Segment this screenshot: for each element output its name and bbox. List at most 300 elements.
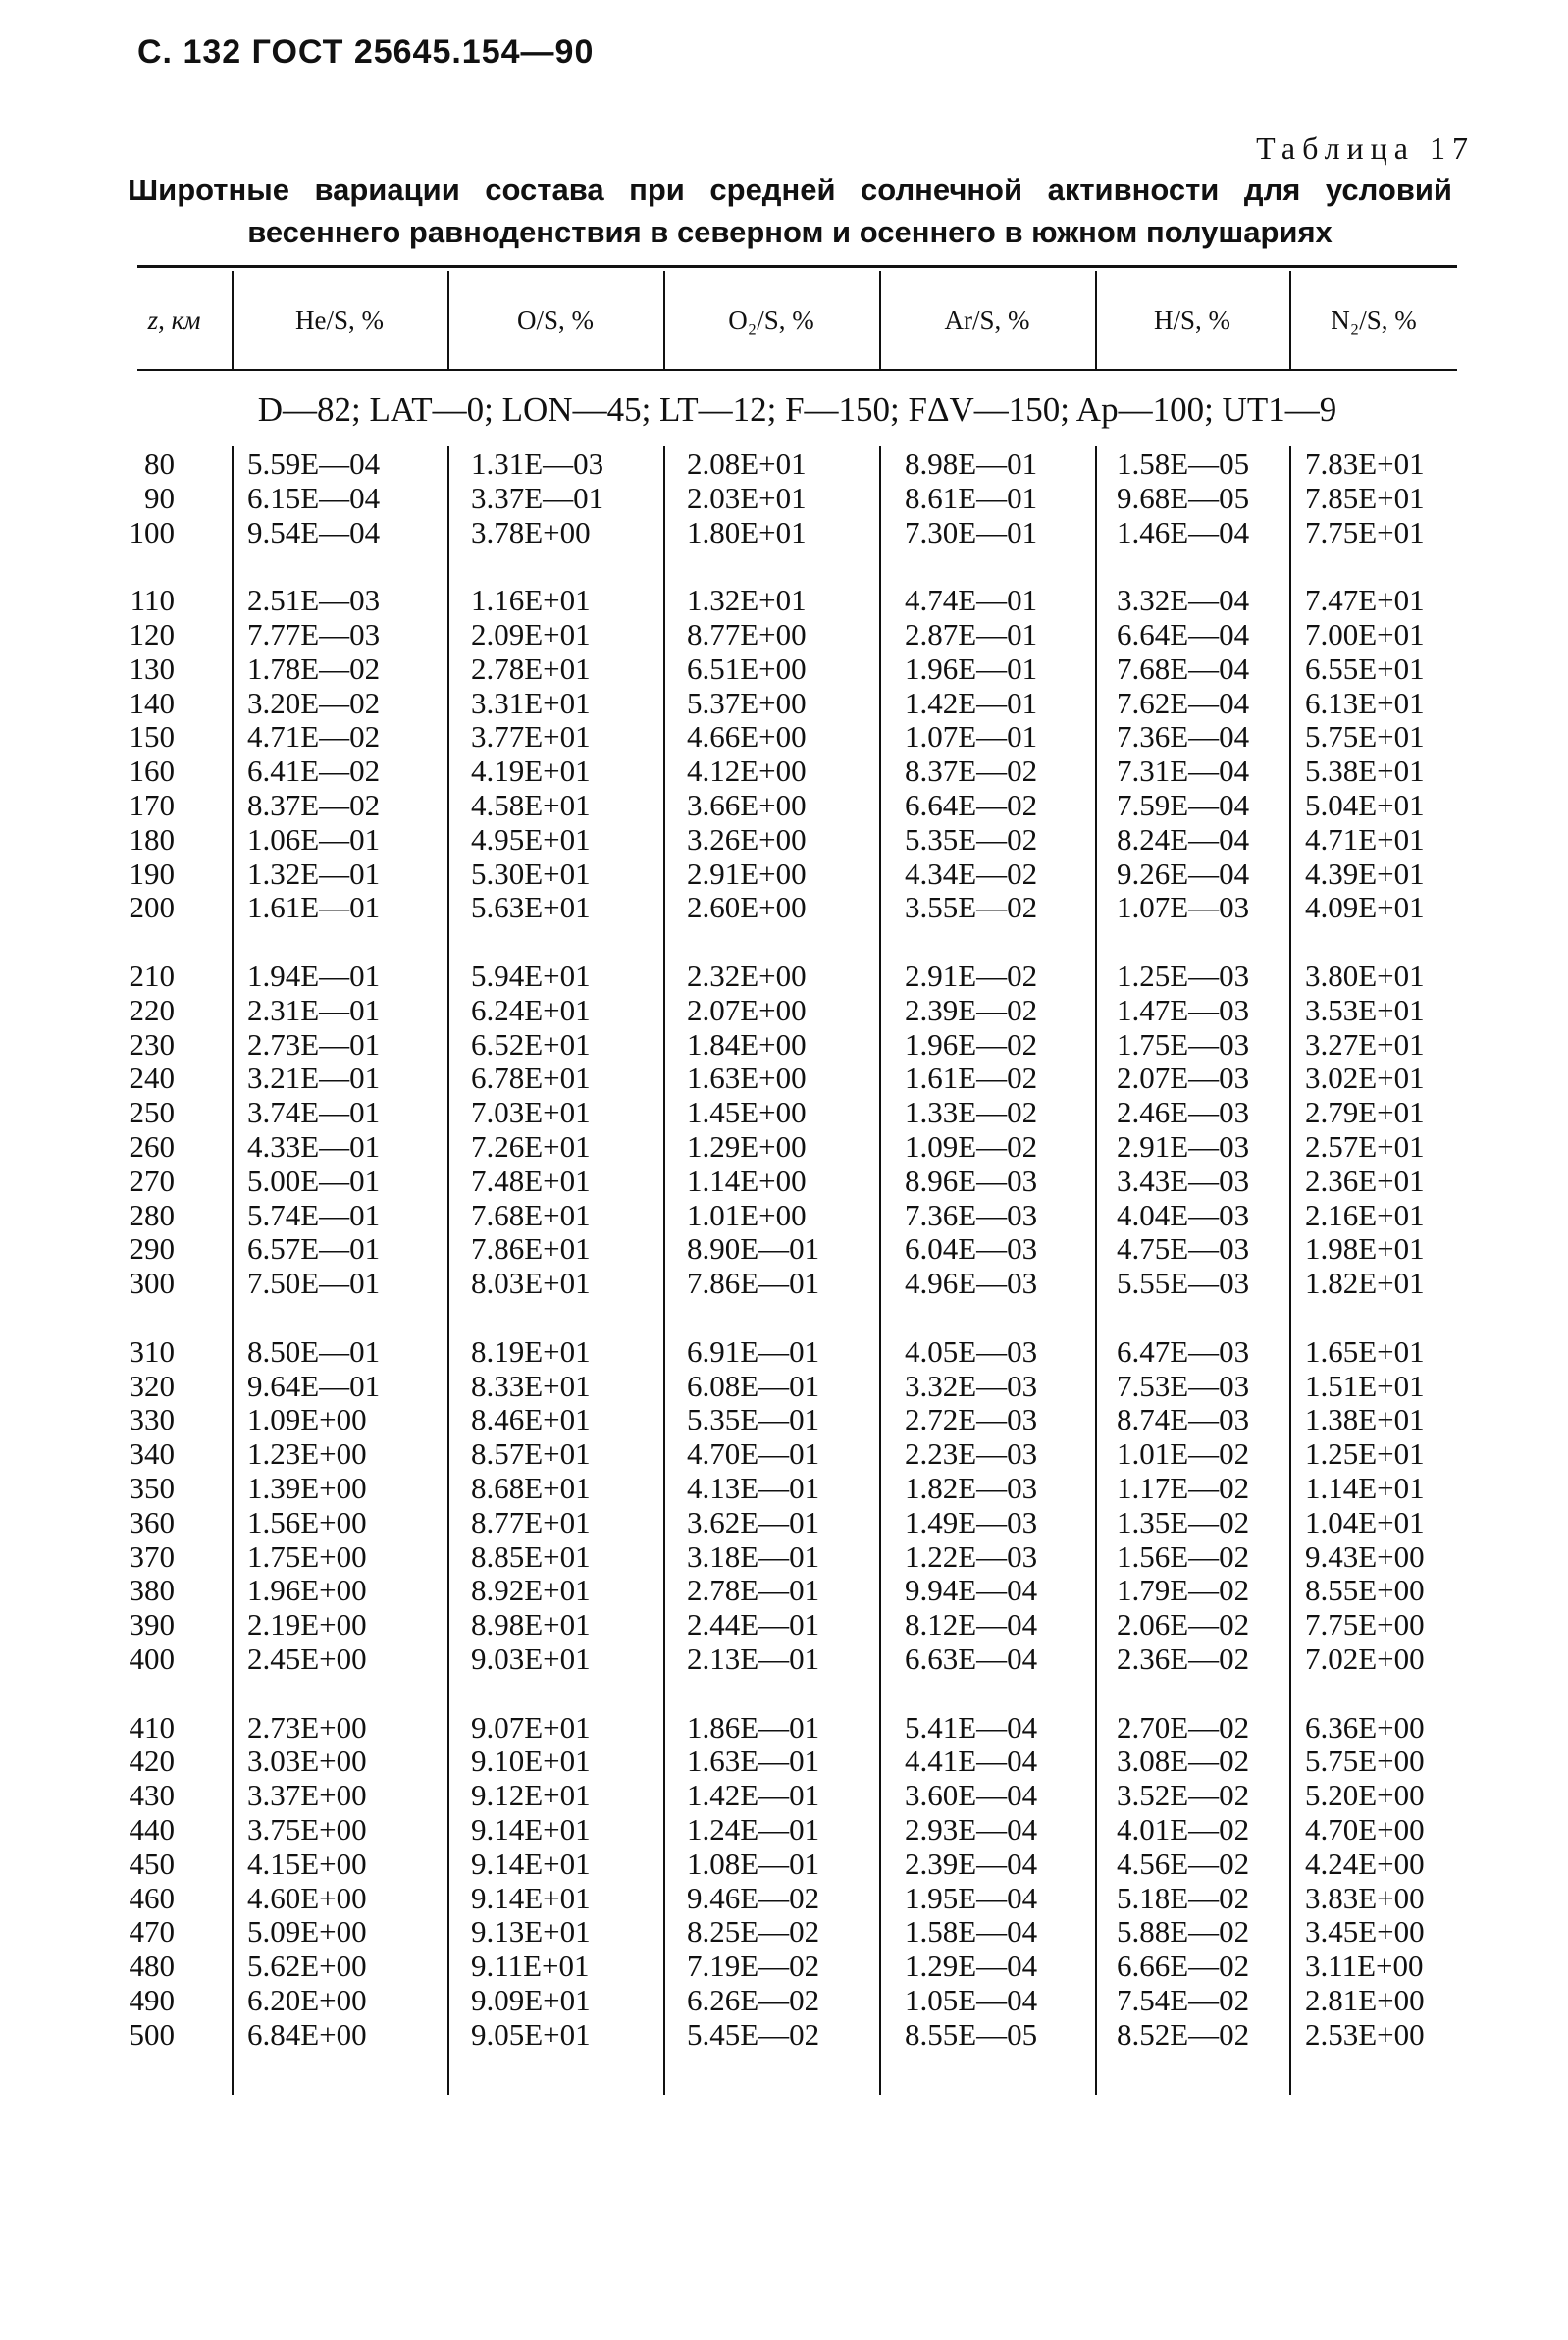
value-cell: 5.18E—02 xyxy=(1117,1880,1250,1915)
header-divider xyxy=(879,271,881,369)
value-cell: 5.62E+00 xyxy=(247,1949,367,1984)
value-cell: 8.33E+01 xyxy=(471,1368,591,1403)
header-divider xyxy=(1289,271,1291,369)
table-row xyxy=(0,1914,1568,1949)
table-row xyxy=(0,959,1568,993)
table-row xyxy=(0,890,1568,924)
value-cell: 2.07E—03 xyxy=(1117,1061,1250,1096)
value-cell: 3.32E—04 xyxy=(1117,583,1250,618)
value-cell: 3.80E+01 xyxy=(1305,959,1425,993)
value-cell: 7.68E+01 xyxy=(471,1197,591,1232)
value-cell: 1.14E+00 xyxy=(687,1163,807,1198)
column-header-n2: N₂/S, % xyxy=(1331,304,1417,335)
value-cell: 7.36E—04 xyxy=(1117,719,1250,754)
value-cell: 4.01E—02 xyxy=(1117,1812,1250,1846)
value-cell: 3.27E+01 xyxy=(1305,1026,1425,1062)
value-cell: 4.04E—03 xyxy=(1117,1197,1250,1232)
value-cell: 8.74E—03 xyxy=(1117,1402,1250,1437)
altitude-cell: 120 xyxy=(129,617,175,651)
value-cell: 1.46E—04 xyxy=(1117,514,1250,549)
altitude-cell: 200 xyxy=(129,890,175,925)
value-cell: 1.82E+01 xyxy=(1305,1266,1425,1301)
value-cell: 3.37E—01 xyxy=(471,480,604,515)
value-cell: 2.70E—02 xyxy=(1117,1709,1250,1744)
table-row xyxy=(0,1743,1568,1778)
table-row xyxy=(0,686,1568,720)
altitude-cell: 320 xyxy=(129,1368,175,1403)
value-cell: 7.02E+00 xyxy=(1305,1641,1425,1676)
value-cell: 5.00E—01 xyxy=(247,1163,381,1198)
value-cell: 7.86E—01 xyxy=(687,1266,820,1301)
table-row xyxy=(0,1505,1568,1539)
value-cell: 1.06E—01 xyxy=(247,821,381,857)
value-cell: 1.79E—02 xyxy=(1117,1573,1250,1608)
value-cell: 2.73E—01 xyxy=(247,1026,381,1062)
value-cell: 5.04E+01 xyxy=(1305,788,1425,822)
value-cell: 1.75E+00 xyxy=(247,1538,367,1574)
altitude-cell: 370 xyxy=(129,1538,175,1574)
altitude-cell: 430 xyxy=(129,1778,175,1813)
value-cell: 4.60E+00 xyxy=(247,1880,367,1915)
value-cell: 4.34E—02 xyxy=(905,856,1038,891)
value-cell: 1.58E—05 xyxy=(1117,446,1250,481)
value-cell: 1.08E—01 xyxy=(687,1846,820,1881)
table-row xyxy=(0,1266,1568,1300)
value-cell: 2.39E—02 xyxy=(905,992,1038,1027)
altitude-cell: 160 xyxy=(129,754,175,789)
value-cell: 4.74E—01 xyxy=(905,583,1038,618)
table-row xyxy=(0,1812,1568,1846)
value-cell: 1.22E—03 xyxy=(905,1538,1038,1574)
value-cell: 8.98E+01 xyxy=(471,1607,591,1642)
value-cell: 1.49E—03 xyxy=(905,1504,1038,1539)
value-cell: 3.37E+00 xyxy=(247,1778,367,1813)
value-cell: 9.14E+01 xyxy=(471,1812,591,1846)
table-row xyxy=(0,1983,1568,2017)
value-cell: 1.84E+00 xyxy=(687,1026,807,1062)
value-cell: 7.62E—04 xyxy=(1117,685,1250,720)
value-cell: 6.57E—01 xyxy=(247,1231,381,1267)
value-cell: 7.19E—02 xyxy=(687,1949,820,1984)
value-cell: 1.09E+00 xyxy=(247,1402,367,1437)
value-cell: 2.36E+01 xyxy=(1305,1163,1425,1198)
value-cell: 3.02E+01 xyxy=(1305,1061,1425,1096)
value-cell: 8.46E+01 xyxy=(471,1402,591,1437)
value-cell: 8.96E—03 xyxy=(905,1163,1038,1198)
altitude-cell: 80 xyxy=(144,446,175,481)
table-row xyxy=(0,857,1568,891)
value-cell: 2.91E—03 xyxy=(1117,1129,1250,1164)
altitude-cell: 130 xyxy=(129,650,175,686)
table-row xyxy=(0,1334,1568,1369)
altitude-cell: 440 xyxy=(129,1812,175,1846)
value-cell: 4.58E+01 xyxy=(471,788,591,822)
value-cell: 9.12E+01 xyxy=(471,1778,591,1813)
value-cell: 1.96E—01 xyxy=(905,650,1038,686)
table-row xyxy=(0,1164,1568,1198)
value-cell: 1.86E—01 xyxy=(687,1709,820,1744)
value-cell: 1.94E—01 xyxy=(247,959,381,993)
value-cell: 1.05E—04 xyxy=(905,1983,1038,2017)
altitude-cell: 330 xyxy=(129,1402,175,1437)
value-cell: 8.98E—01 xyxy=(905,446,1038,481)
value-cell: 4.24E+00 xyxy=(1305,1846,1425,1881)
altitude-cell: 240 xyxy=(129,1061,175,1096)
value-cell: 1.78E—02 xyxy=(247,650,381,686)
value-cell: 5.35E—02 xyxy=(905,821,1038,857)
table-row xyxy=(0,993,1568,1027)
table-row xyxy=(0,446,1568,481)
value-cell: 3.43E—03 xyxy=(1117,1163,1250,1198)
header-divider xyxy=(232,271,234,369)
value-cell: 7.75E+01 xyxy=(1305,514,1425,549)
table-row xyxy=(0,1231,1568,1266)
value-cell: 5.41E—04 xyxy=(905,1709,1038,1744)
value-cell: 8.90E—01 xyxy=(687,1231,820,1267)
value-cell: 8.57E+01 xyxy=(471,1436,591,1472)
table-row xyxy=(0,1095,1568,1129)
value-cell: 2.87E—01 xyxy=(905,617,1038,651)
value-cell: 3.21E—01 xyxy=(247,1061,381,1096)
value-cell: 9.10E+01 xyxy=(471,1743,591,1779)
value-cell: 1.56E+00 xyxy=(247,1504,367,1539)
altitude-cell: 350 xyxy=(129,1471,175,1505)
value-cell: 1.07E—03 xyxy=(1117,890,1250,925)
value-cell: 5.45E—02 xyxy=(687,2016,820,2052)
altitude-cell: 100 xyxy=(129,514,175,549)
value-cell: 1.29E+00 xyxy=(687,1129,807,1164)
value-cell: 1.25E—03 xyxy=(1117,959,1250,993)
value-cell: 7.36E—03 xyxy=(905,1197,1038,1232)
altitude-cell: 420 xyxy=(129,1743,175,1779)
value-cell: 1.16E+01 xyxy=(471,583,591,618)
altitude-cell: 110 xyxy=(130,583,175,618)
value-cell: 8.50E—01 xyxy=(247,1333,381,1369)
value-cell: 9.64E—01 xyxy=(247,1368,381,1403)
value-cell: 2.07E+00 xyxy=(687,992,807,1027)
value-cell: 1.31E—03 xyxy=(471,446,604,481)
altitude-cell: 380 xyxy=(129,1573,175,1608)
value-cell: 3.52E—02 xyxy=(1117,1778,1250,1813)
value-cell: 8.25E—02 xyxy=(687,1914,820,1950)
value-cell: 2.93E—04 xyxy=(905,1812,1038,1846)
value-cell: 7.48E+01 xyxy=(471,1163,591,1198)
parameters-row: D—82; LAT—0; LON—45; LT—12; F—150; FΔV—150; Ap—100; UT1—9 xyxy=(257,390,1337,429)
value-cell: 2.53E+00 xyxy=(1305,2016,1425,2052)
value-cell: 4.15E+00 xyxy=(247,1846,367,1881)
value-cell: 5.74E—01 xyxy=(247,1197,381,1232)
value-cell: 2.46E—03 xyxy=(1117,1095,1250,1130)
value-cell: 7.50E—01 xyxy=(247,1266,381,1301)
value-cell: 7.00E+01 xyxy=(1305,617,1425,651)
table-row xyxy=(0,1471,1568,1505)
table-row xyxy=(0,2017,1568,2052)
value-cell: 1.75E—03 xyxy=(1117,1026,1250,1062)
altitude-cell: 280 xyxy=(129,1197,175,1232)
value-cell: 2.36E—02 xyxy=(1117,1641,1250,1676)
value-cell: 6.91E—01 xyxy=(687,1333,820,1369)
altitude-cell: 450 xyxy=(129,1846,175,1881)
altitude-cell: 500 xyxy=(129,2016,175,2052)
value-cell: 4.19E+01 xyxy=(471,754,591,789)
altitude-cell: 480 xyxy=(129,1949,175,1984)
value-cell: 1.58E—04 xyxy=(905,1914,1038,1950)
value-cell: 2.06E—02 xyxy=(1117,1607,1250,1642)
value-cell: 6.52E+01 xyxy=(471,1026,591,1062)
value-cell: 2.57E+01 xyxy=(1305,1129,1425,1164)
table-row xyxy=(0,481,1568,515)
table-label: Таблица 17 xyxy=(1256,130,1475,166)
value-cell: 6.26E—02 xyxy=(687,1983,820,2017)
table-row xyxy=(0,583,1568,617)
altitude-cell: 460 xyxy=(129,1880,175,1915)
value-cell: 2.13E—01 xyxy=(687,1641,820,1676)
value-cell: 7.77E—03 xyxy=(247,617,381,651)
value-cell: 2.31E—01 xyxy=(247,992,381,1027)
value-cell: 9.09E+01 xyxy=(471,1983,591,2017)
altitude-cell: 140 xyxy=(129,685,175,720)
value-cell: 9.07E+01 xyxy=(471,1709,591,1744)
table-row xyxy=(0,651,1568,686)
table-row xyxy=(0,1369,1568,1403)
value-cell: 3.60E—04 xyxy=(905,1778,1038,1813)
value-cell: 6.55E+01 xyxy=(1305,650,1425,686)
value-cell: 9.68E—05 xyxy=(1117,480,1250,515)
value-cell: 6.78E+01 xyxy=(471,1061,591,1096)
value-cell: 1.95E—04 xyxy=(905,1880,1038,1915)
altitude-cell: 470 xyxy=(129,1914,175,1950)
value-cell: 1.96E+00 xyxy=(247,1573,367,1608)
altitude-cell: 300 xyxy=(129,1266,175,1301)
value-cell: 6.20E+00 xyxy=(247,1983,367,2017)
table-header-rule xyxy=(137,369,1457,371)
altitude-cell: 360 xyxy=(129,1504,175,1539)
value-cell: 3.08E—02 xyxy=(1117,1743,1250,1779)
value-cell: 1.47E—03 xyxy=(1117,992,1250,1027)
column-header-o2: O₂/S, % xyxy=(728,304,814,335)
value-cell: 8.12E—04 xyxy=(905,1607,1038,1642)
value-cell: 1.38E+01 xyxy=(1305,1402,1425,1437)
value-cell: 7.54E—02 xyxy=(1117,1983,1250,2017)
value-cell: 3.78E+00 xyxy=(471,514,591,549)
value-cell: 5.35E—01 xyxy=(687,1402,820,1437)
value-cell: 6.66E—02 xyxy=(1117,1949,1250,1984)
value-cell: 4.33E—01 xyxy=(247,1129,381,1164)
value-cell: 2.23E—03 xyxy=(905,1436,1038,1472)
header-divider xyxy=(447,271,449,369)
page-header: С. 132 ГОСТ 25645.154—90 xyxy=(137,33,595,71)
table-row xyxy=(0,1129,1568,1164)
value-cell: 1.14E+01 xyxy=(1305,1471,1425,1505)
value-cell: 7.86E+01 xyxy=(471,1231,591,1267)
value-cell: 5.75E+01 xyxy=(1305,719,1425,754)
value-cell: 9.11E+01 xyxy=(471,1949,590,1984)
value-cell: 1.01E+00 xyxy=(687,1197,807,1232)
value-cell: 1.63E+00 xyxy=(687,1061,807,1096)
value-cell: 1.32E—01 xyxy=(247,856,381,891)
value-cell: 2.78E—01 xyxy=(687,1573,820,1608)
value-cell: 6.04E—03 xyxy=(905,1231,1038,1267)
value-cell: 8.68E+01 xyxy=(471,1471,591,1505)
header-divider xyxy=(663,271,665,369)
value-cell: 1.39E+00 xyxy=(247,1471,367,1505)
value-cell: 5.63E+01 xyxy=(471,890,591,925)
value-cell: 6.36E+00 xyxy=(1305,1709,1425,1744)
altitude-cell: 250 xyxy=(129,1095,175,1130)
value-cell: 1.42E—01 xyxy=(687,1778,820,1813)
value-cell: 8.92E+01 xyxy=(471,1573,591,1608)
value-cell: 7.59E—04 xyxy=(1117,788,1250,822)
column-header-ar: Ar/S, % xyxy=(944,304,1030,335)
value-cell: 2.08E+01 xyxy=(687,446,807,481)
value-cell: 9.14E+01 xyxy=(471,1880,591,1915)
value-cell: 2.03E+01 xyxy=(687,480,807,515)
value-cell: 4.75E—03 xyxy=(1117,1231,1250,1267)
value-cell: 8.61E—01 xyxy=(905,480,1038,515)
altitude-cell: 220 xyxy=(129,992,175,1027)
value-cell: 6.24E+01 xyxy=(471,992,591,1027)
column-header-he: He/S, % xyxy=(295,304,384,335)
value-cell: 4.96E—03 xyxy=(905,1266,1038,1301)
column-header-o: O/S, % xyxy=(516,304,594,335)
value-cell: 3.74E—01 xyxy=(247,1095,381,1130)
table-top-rule xyxy=(137,265,1457,268)
value-cell: 3.03E+00 xyxy=(247,1743,367,1779)
value-cell: 5.37E+00 xyxy=(687,685,807,720)
value-cell: 1.04E+01 xyxy=(1305,1504,1425,1539)
value-cell: 9.05E+01 xyxy=(471,2016,591,2052)
value-cell: 7.83E+01 xyxy=(1305,446,1425,481)
value-cell: 8.55E+00 xyxy=(1305,1573,1425,1608)
value-cell: 9.13E+01 xyxy=(471,1914,591,1950)
table-row xyxy=(0,1539,1568,1574)
value-cell: 3.20E—02 xyxy=(247,685,381,720)
value-cell: 9.14E+01 xyxy=(471,1846,591,1881)
altitude-cell: 390 xyxy=(129,1607,175,1642)
value-cell: 8.77E+01 xyxy=(471,1504,591,1539)
table-title-line-1: Широтные вариации состава при средней солнечной активности для условий xyxy=(128,173,1452,207)
table-row xyxy=(0,1641,1568,1676)
value-cell: 7.85E+01 xyxy=(1305,480,1425,515)
value-cell: 6.63E—04 xyxy=(905,1641,1038,1676)
value-cell: 2.51E—03 xyxy=(247,583,381,618)
table-row xyxy=(0,515,1568,549)
value-cell: 1.32E+01 xyxy=(687,583,807,618)
value-cell: 3.32E—03 xyxy=(905,1368,1038,1403)
value-cell: 7.75E+00 xyxy=(1305,1607,1425,1642)
value-cell: 1.98E+01 xyxy=(1305,1231,1425,1267)
value-cell: 3.18E—01 xyxy=(687,1538,820,1574)
value-cell: 6.41E—02 xyxy=(247,754,381,789)
value-cell: 8.37E—02 xyxy=(247,788,381,822)
table-row xyxy=(0,754,1568,788)
altitude-cell: 290 xyxy=(129,1231,175,1267)
value-cell: 5.88E—02 xyxy=(1117,1914,1250,1950)
value-cell: 7.03E+01 xyxy=(471,1095,591,1130)
value-cell: 6.64E—04 xyxy=(1117,617,1250,651)
value-cell: 9.26E—04 xyxy=(1117,856,1250,891)
value-cell: 8.85E+01 xyxy=(471,1538,591,1574)
value-cell: 2.09E+01 xyxy=(471,617,591,651)
value-cell: 7.47E+01 xyxy=(1305,583,1425,618)
altitude-cell: 190 xyxy=(129,856,175,891)
table-title-line-2: весеннего равноденствия в северном и осеннего в южном полушариях xyxy=(247,215,1333,249)
header-divider xyxy=(1095,271,1097,369)
value-cell: 5.75E+00 xyxy=(1305,1743,1425,1779)
altitude-cell: 90 xyxy=(144,480,175,515)
value-cell: 1.65E+01 xyxy=(1305,1333,1425,1369)
value-cell: 4.39E+01 xyxy=(1305,856,1425,891)
value-cell: 2.78E+01 xyxy=(471,650,591,686)
value-cell: 1.23E+00 xyxy=(247,1436,367,1472)
altitude-cell: 410 xyxy=(129,1709,175,1744)
value-cell: 2.79E+01 xyxy=(1305,1095,1425,1130)
value-cell: 3.31E+01 xyxy=(471,685,591,720)
value-cell: 3.62E—01 xyxy=(687,1504,820,1539)
value-cell: 3.55E—02 xyxy=(905,890,1038,925)
table-row xyxy=(0,1949,1568,1983)
value-cell: 6.84E+00 xyxy=(247,2016,367,2052)
table-row xyxy=(0,1402,1568,1436)
altitude-cell: 270 xyxy=(129,1163,175,1198)
value-cell: 3.66E+00 xyxy=(687,788,807,822)
value-cell: 2.91E—02 xyxy=(905,959,1038,993)
value-cell: 8.19E+01 xyxy=(471,1333,591,1369)
value-cell: 7.68E—04 xyxy=(1117,650,1250,686)
value-cell: 4.13E—01 xyxy=(687,1471,820,1505)
value-cell: 8.03E+01 xyxy=(471,1266,591,1301)
value-cell: 6.47E—03 xyxy=(1117,1333,1250,1369)
value-cell: 4.71E—02 xyxy=(247,719,381,754)
value-cell: 1.33E—02 xyxy=(905,1095,1038,1130)
value-cell: 5.38E+01 xyxy=(1305,754,1425,789)
value-cell: 5.94E+01 xyxy=(471,959,591,993)
value-cell: 6.08E—01 xyxy=(687,1368,820,1403)
table-row xyxy=(0,822,1568,857)
table-row xyxy=(0,1846,1568,1881)
value-cell: 1.25E+01 xyxy=(1305,1436,1425,1472)
column-header-h: H/S, % xyxy=(1153,304,1230,335)
value-cell: 7.53E—03 xyxy=(1117,1368,1250,1403)
altitude-cell: 400 xyxy=(129,1641,175,1676)
table-row xyxy=(0,1710,1568,1744)
value-cell: 6.15E—04 xyxy=(247,480,381,515)
value-cell: 1.56E—02 xyxy=(1117,1538,1250,1574)
value-cell: 8.24E—04 xyxy=(1117,821,1250,857)
value-cell: 4.41E—04 xyxy=(905,1743,1038,1779)
value-cell: 3.77E+01 xyxy=(471,719,591,754)
value-cell: 4.09E+01 xyxy=(1305,890,1425,925)
value-cell: 8.77E+00 xyxy=(687,617,807,651)
column-header-z: z, км xyxy=(147,304,201,335)
value-cell: 3.83E+00 xyxy=(1305,1880,1425,1915)
value-cell: 8.52E—02 xyxy=(1117,2016,1250,2052)
value-cell: 3.11E+00 xyxy=(1305,1949,1424,1984)
altitude-cell: 180 xyxy=(129,821,175,857)
value-cell: 1.80E+01 xyxy=(687,514,807,549)
value-cell: 4.70E—01 xyxy=(687,1436,820,1472)
value-cell: 7.31E—04 xyxy=(1117,754,1250,789)
value-cell: 9.03E+01 xyxy=(471,1641,591,1676)
value-cell: 5.59E—04 xyxy=(247,446,381,481)
table-row xyxy=(0,1607,1568,1641)
value-cell: 4.56E—02 xyxy=(1117,1846,1250,1881)
value-cell: 3.45E+00 xyxy=(1305,1914,1425,1950)
value-cell: 1.96E—02 xyxy=(905,1026,1038,1062)
table-row xyxy=(0,1061,1568,1095)
table-row xyxy=(0,1198,1568,1232)
value-cell: 6.51E+00 xyxy=(687,650,807,686)
